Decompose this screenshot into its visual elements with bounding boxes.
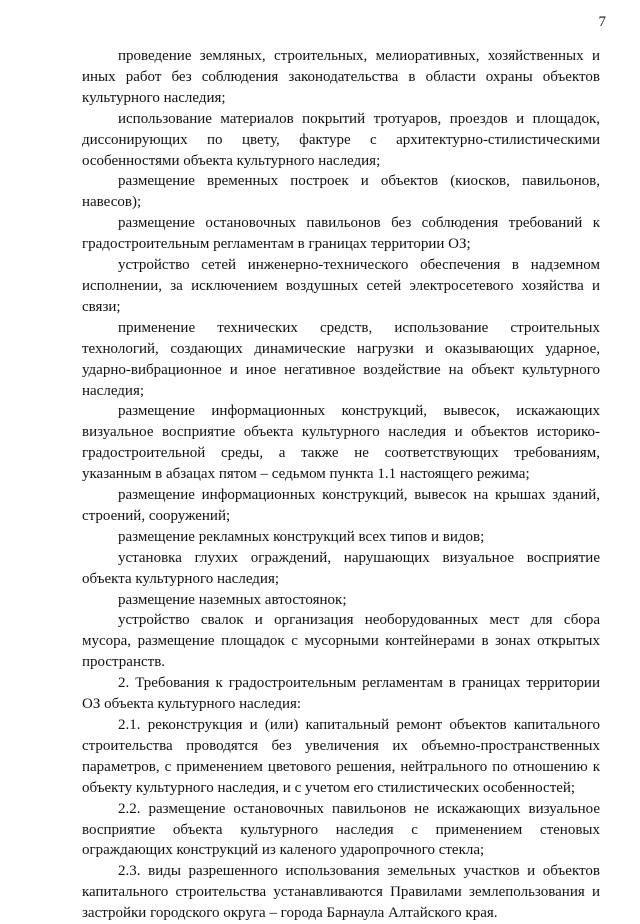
paragraph: 2.3. виды разрешенного использования земельных участков и объектов капитального строительства устанавливаются Правилами землепользования и застройки городского округа – города Барнаула Алтайского края.	[82, 863, 600, 922]
paragraph: размещение информационных конструкций, вывесок на крышах зданий, строений, сооружений;	[82, 487, 600, 524]
paragraph: 2.2. размещение остановочных павильонов не искажающих визуальное восприятие объекта культурного наследия с применением стеновых ограждающих конструкций из каленого ударопрочного стекла;	[82, 800, 600, 859]
paragraph: размещение остановочных павильонов без соблюдения требований к градостроительным регламентам в границах территории ОЗ;	[82, 215, 600, 253]
paragraph: применение технических средств, использование строительных технологий, создающих динамические нагрузки и оказывающих ударное, ударно-вибрационное и иное негативное воздействие на объект культурного наследия;	[82, 319, 600, 399]
paragraph: размещение временных построек и объектов (киосков, павильонов, навесов);	[82, 173, 600, 211]
paragraph: размещение информационных конструкций, вывесок, искажающих визуальное восприятие объекта культурного наследия и объектов историко-градостроительной среды, а также не соответствующих требованиям, указанным в абзацах пятом – седьмом пункта 1.1 настоящего режима;	[82, 403, 600, 483]
paragraph: использование материалов покрытий тротуаров, проездов и площадок, диссонирующих по цвету, фактуре с архитектурно-стилистическими особенностями объекта культурного наследия;	[82, 110, 600, 169]
paragraph: устройство сетей инженерно-технического обеспечения в надземном исполнении, за исключением воздушных сетей электросетевого хозяйства и связи;	[82, 257, 600, 315]
paragraph: устройство свалок и организация необорудованных мест для сбора мусора, размещение площадок с мусорными контейнерами в зонах открытых пространств.	[82, 612, 600, 671]
paragraph: размещение рекламных конструкций всех типов и видов;	[118, 528, 485, 545]
document-body	[82, 46, 600, 924]
paragraph: проведение земляных, строительных, мелиоративных, хозяйственных и иных работ без соблюдения законодательства в области охраны объектов культурного наследия;	[82, 48, 600, 106]
section-heading-paragraph: 2. Требования к градостроительным регламентам в границах территории ОЗ объекта культурного наследия:	[82, 675, 600, 713]
paragraph: размещение наземных автостоянок;	[118, 591, 347, 608]
paragraph: установка глухих ограждений, нарушающих визуальное восприятие объекта культурного наследия;	[82, 549, 600, 587]
page-number: 7	[598, 14, 606, 30]
paragraph: 2.1. реконструкция и (или) капитальный ремонт объектов капитального строительства проводятся без увеличения их объемно-пространственных параметров, с применением цветового решения, нейтрального по отношению к объекту культурного наследия, и с учетом его стилистических особенностей;	[82, 717, 600, 796]
